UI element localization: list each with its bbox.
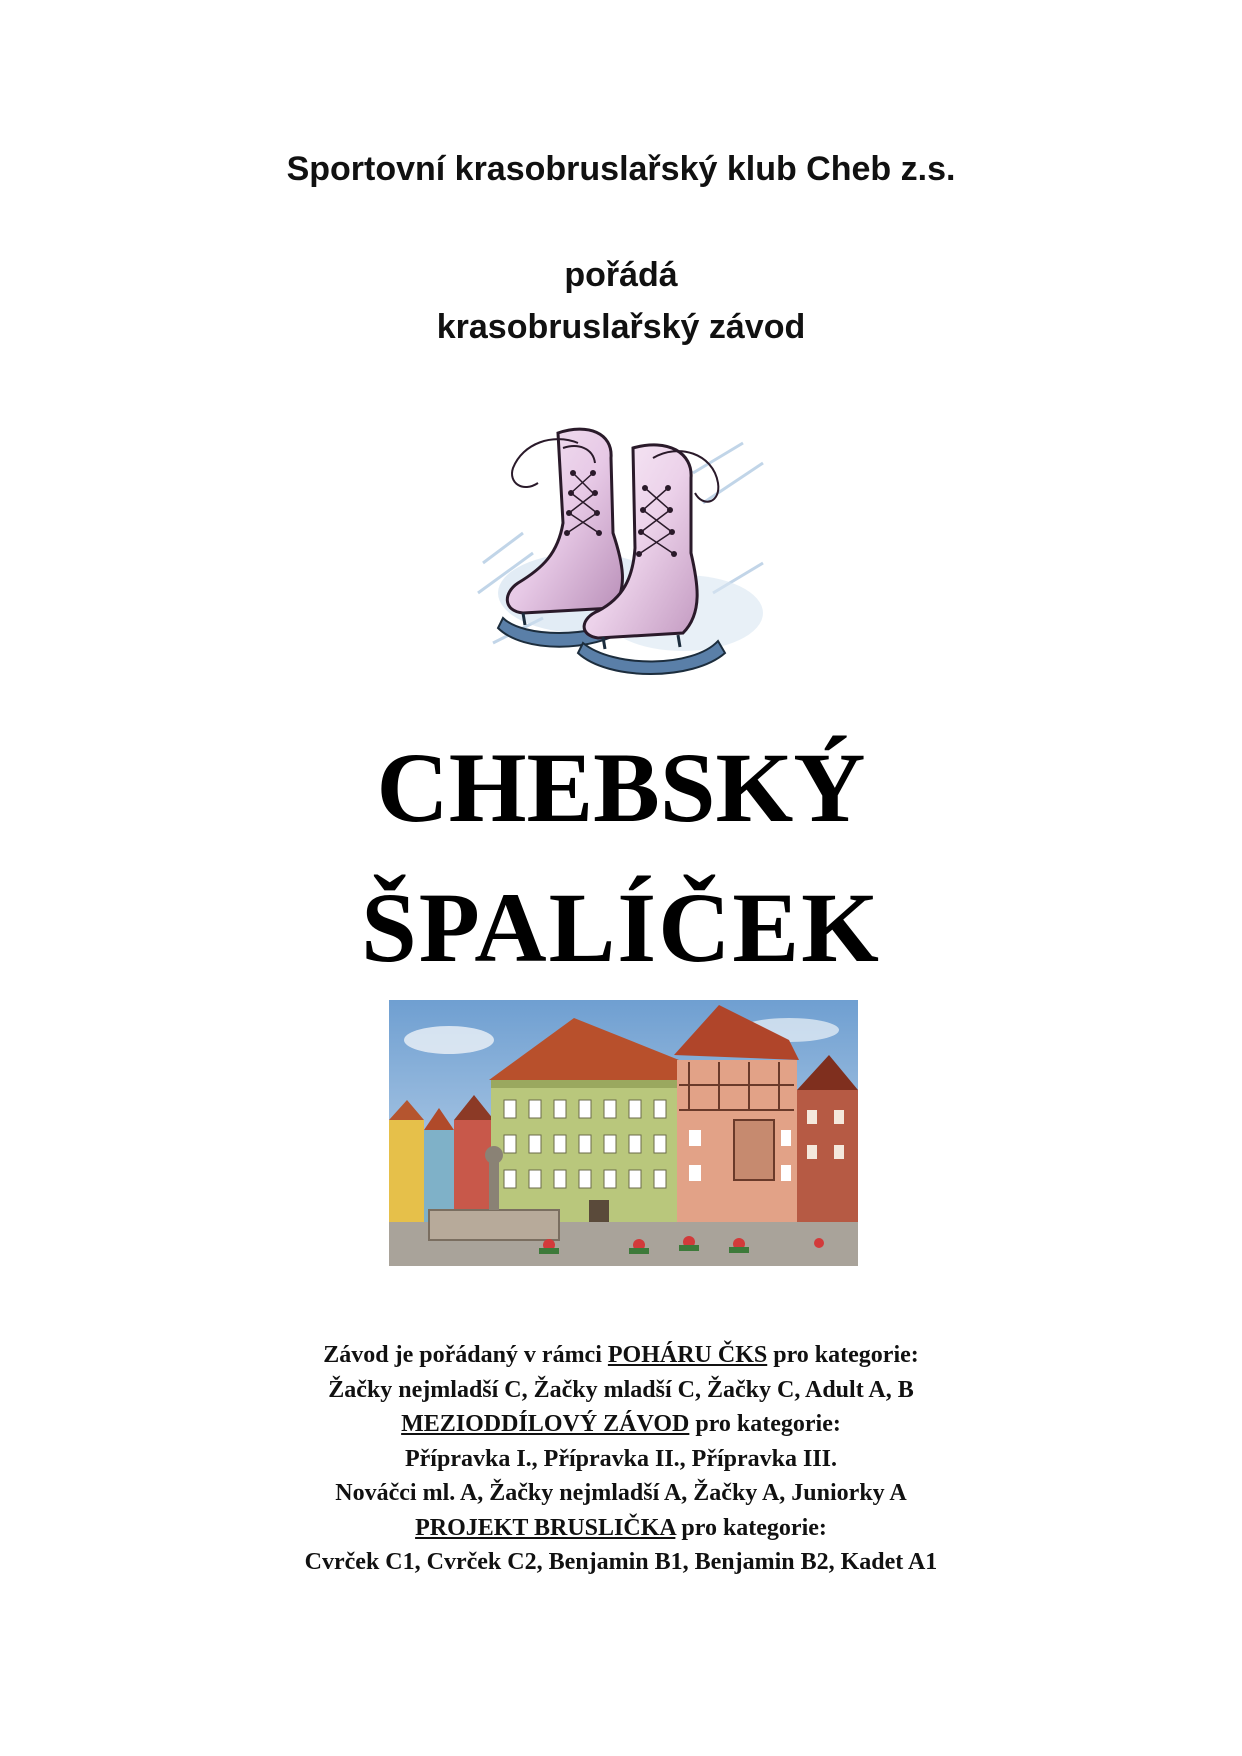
organizer-heading: Sportovní krasobruslařský klub Cheb z.s.: [286, 150, 956, 188]
category-info: [0, 1338, 1242, 1580]
event-title-line2: ŠPALÍČEK: [361, 872, 881, 983]
info-line-project-post: pro kategorie:: [675, 1514, 827, 1541]
info-line-cup: [0, 1338, 1242, 1373]
cheb-spalicek-photo: [389, 1000, 858, 1266]
event-title-line1: CHEBSKÝ: [376, 732, 866, 843]
figure-skates-illustration: [463, 413, 778, 698]
event-type-text: krasobruslařský závod: [436, 308, 806, 346]
info-line-cup-post: pro kategorie:: [767, 1342, 919, 1368]
info-line-interclub: [0, 1407, 1242, 1442]
cup-link-text: POHÁRU ČKS: [607, 1342, 768, 1368]
info-line-project-categories: Cvrček C1, Cvrček C2, Benjamin B1, Benjamin B2, Kadet A1: [304, 1549, 938, 1575]
info-line-project: [0, 1511, 1242, 1546]
info-line-interclub-categories-1: Přípravka I., Přípravka II., Přípravka III.: [404, 1445, 838, 1472]
info-line-interclub-categories-2: Nováčci ml. A, Žačky nejmladší A, Žačky A, Juniorky A: [335, 1480, 907, 1506]
interclub-link-text: MEZIODDÍLOVÝ ZÁVOD: [401, 1411, 690, 1437]
info-line-cup-pre: Závod je pořádaný v rámci: [323, 1342, 608, 1368]
presents-text: pořádá: [564, 256, 678, 294]
info-line-cup-categories: Žačky nejmladší C, Žačky mladší C, Žačky C, Adult A, B: [328, 1376, 914, 1403]
info-line-interclub-post: pro kategorie:: [689, 1411, 841, 1437]
project-link-text: PROJEKT BRUSLIČKA: [415, 1514, 676, 1541]
